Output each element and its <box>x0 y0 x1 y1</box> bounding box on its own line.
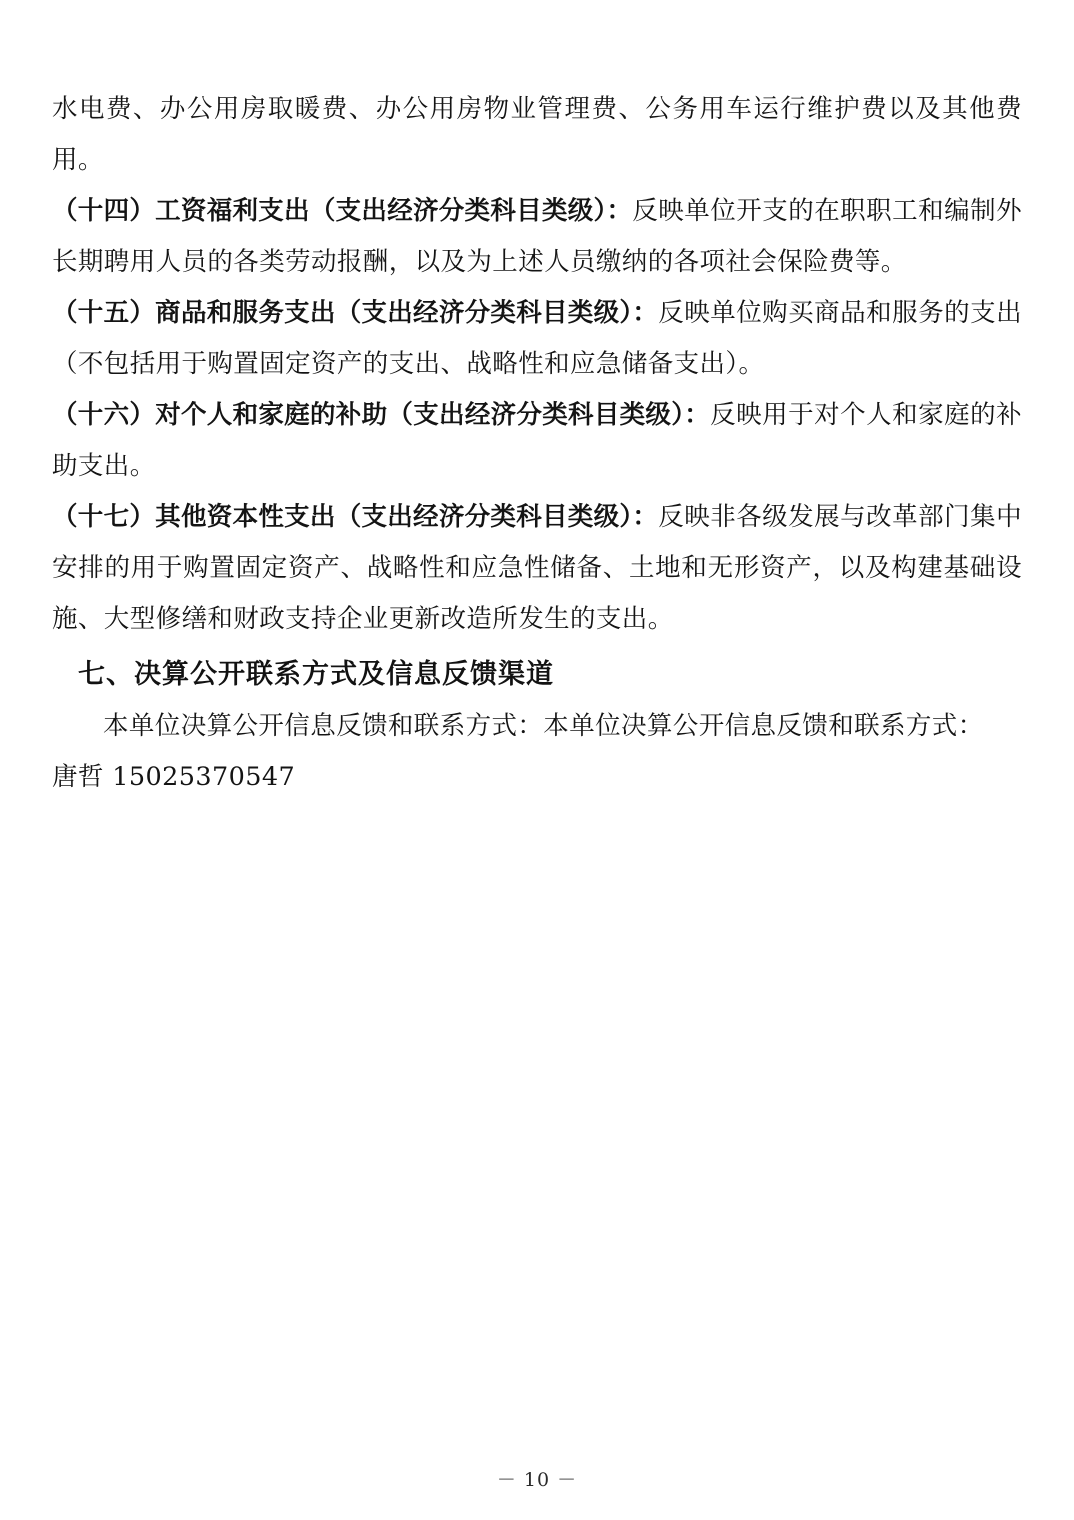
paragraph-lead-label: （十四）工资福利支出（支出经济分类科目类级）： <box>52 196 633 226</box>
paragraph-item-14 <box>52 186 1022 288</box>
paragraph-contact-person <box>52 752 1022 803</box>
paragraph-item-16 <box>52 390 1022 492</box>
paragraph-text: 反映单位开支的在职职工和编制外长期聘用人员的各类劳动报酬，以及为上述人员缴纳的各项社会保险费等。 <box>52 196 1022 277</box>
document-body <box>52 84 1022 803</box>
paragraph-contact-info <box>52 701 1022 752</box>
paragraph-text: 反映非各级发展与改革部门集中安排的用于购置固定资产、战略性和应急性储备、土地和无形资产，以及构建基础设施、大型修缮和财政支持企业更新改造所发生的支出。 <box>52 502 1022 634</box>
paragraph-lead-label: （十七）其他资本性支出（支出经济分类科目类级）： <box>52 502 659 532</box>
paragraph-continuation-expenses <box>52 84 1022 186</box>
section-heading-7: 七、决算公开联系方式及信息反馈渠道 <box>78 659 554 690</box>
paragraph-text: 反映单位购买商品和服务的支出（不包括用于购置固定资产的支出、战略性和应急储备支出）。 <box>52 298 1022 379</box>
paragraph-item-15 <box>52 288 1022 390</box>
paragraph-text: 本单位决算公开信息反馈和联系方式：本单位决算公开信息反馈和联系方式： <box>103 711 984 741</box>
paragraph-text: 水电费、办公用房取暖费、办公用房物业管理费、公务用车运行维护费以及其他费用。 <box>52 94 1022 175</box>
contact-person-and-phone: 唐哲 15025370547 <box>52 762 296 792</box>
page-number: － 10 － <box>496 1469 578 1491</box>
paragraph-text: 反映用于对个人和家庭的补助支出。 <box>52 400 1022 481</box>
page-footer <box>0 1465 1074 1492</box>
paragraph-lead-label: （十六）对个人和家庭的补助（支出经济分类科目类级）： <box>52 400 711 430</box>
paragraph-item-17 <box>52 492 1022 645</box>
paragraph-lead-label: （十五）商品和服务支出（支出经济分类科目类级）： <box>52 298 659 328</box>
